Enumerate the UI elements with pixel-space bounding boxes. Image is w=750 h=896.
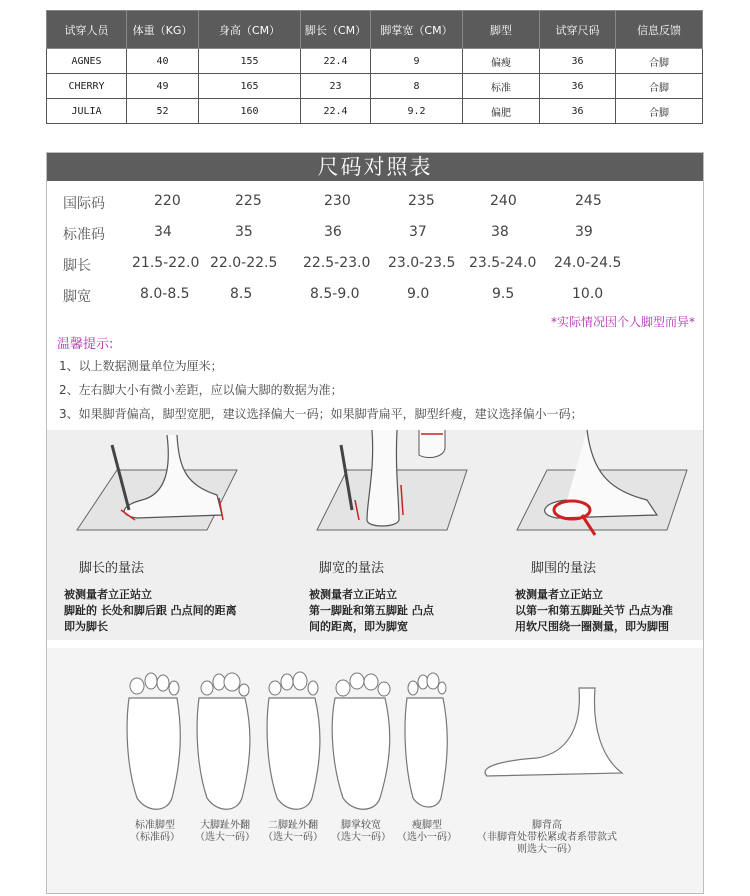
foot-type-name: 脚背高: [532, 820, 562, 831]
foot-type-advice: （标准码）: [130, 832, 180, 843]
foot-type-wide: [323, 820, 399, 844]
cell-foot-width: 8: [371, 74, 463, 99]
foot-type-bunion: [187, 820, 263, 844]
size-value: 37: [409, 224, 427, 240]
size-row-standard: [47, 220, 704, 251]
size-value: 34: [154, 224, 172, 240]
tip-item: 3、如果脚背偏高，脚型宽肥，建议选择偏大一码；如果脚背扁平，脚型纤瘦，建议选择偏小一码；: [59, 407, 583, 421]
size-value: 22.5-23.0: [303, 255, 371, 271]
foot-type-advice: （选小一码）: [397, 832, 457, 843]
desc-line: 被测量者立正站立: [515, 588, 603, 601]
desc-line: 被测量者立正站立: [64, 588, 152, 601]
measure-length-title: 脚长的量法: [79, 561, 145, 576]
cell-feedback: 合脚: [616, 99, 703, 124]
cell-weight: 52: [127, 99, 199, 124]
size-value: 39: [575, 224, 593, 240]
foot-type-section: [47, 648, 704, 894]
size-value: 21.5-22.0: [132, 255, 200, 271]
cell-foot-width: 9: [371, 49, 463, 74]
foot-type-advice: （非脚背处带松紧或者系带款式则选大一码）: [477, 832, 617, 855]
cell-foot-length: 22.4: [301, 99, 371, 124]
desc-line: 脚趾的 长处和脚后跟 凸点间的距离: [64, 604, 237, 617]
size-chart-title: 尺码对照表: [47, 153, 703, 181]
desc-line: 第一脚趾和第五脚趾 凸点: [309, 604, 434, 617]
cell-weight: 49: [127, 74, 199, 99]
measurement-illustration: [47, 430, 704, 550]
cell-foot-length: 22.4: [301, 49, 371, 74]
header-try-size: 试穿尺码: [540, 11, 616, 49]
size-value: 225: [235, 193, 262, 209]
tips-title: 温馨提示:: [57, 337, 114, 352]
header-foot-type: 脚型: [463, 11, 540, 49]
fitting-table: [46, 10, 703, 124]
size-value: 9.0: [407, 286, 430, 302]
cell-weight: 40: [127, 49, 199, 74]
desc-line: 即为脚长: [64, 620, 108, 633]
measurement-section: [47, 430, 704, 640]
size-value: 23.0-23.5: [388, 255, 456, 271]
size-value: 36: [324, 224, 342, 240]
size-value: 22.0-22.5: [210, 255, 278, 271]
foot-type-name: 标准脚型: [135, 820, 175, 831]
foot-type-name: 二脚趾外翻: [268, 820, 318, 831]
cell-feedback: 合脚: [616, 74, 703, 99]
cell-height: 155: [199, 49, 301, 74]
cell-tester: AGNES: [47, 49, 127, 74]
row-label: 脚宽: [63, 289, 91, 305]
header-foot-width: 脚掌宽（CM）: [371, 11, 463, 49]
size-row-international: [47, 189, 704, 220]
foot-type-second-toe: [255, 820, 331, 844]
size-value: 24.0-24.5: [554, 255, 622, 271]
cell-foot-length: 23: [301, 74, 371, 99]
cell-foot-type: 偏瘦: [463, 49, 540, 74]
foot-type-high-instep: [477, 820, 617, 856]
cell-tester: JULIA: [47, 99, 127, 124]
size-row-foot-length: [47, 251, 704, 282]
foot-type-name: 大脚趾外翻: [200, 820, 250, 831]
row-label: 标准码: [63, 227, 105, 243]
cell-try-size: 36: [540, 49, 616, 74]
foot-type-illustration: [47, 648, 704, 818]
cell-height: 160: [199, 99, 301, 124]
foot-type-name: 瘦脚型: [412, 820, 442, 831]
cell-try-size: 36: [540, 74, 616, 99]
foot-type-advice: （选大一码）: [263, 832, 323, 843]
size-value: 235: [408, 193, 435, 209]
cell-tester: CHERRY: [47, 74, 127, 99]
header-feedback: 信息反馈: [616, 11, 703, 49]
cell-foot-type: 偏肥: [463, 99, 540, 124]
size-grid: [47, 189, 704, 313]
size-value: 230: [324, 193, 351, 209]
header-foot-length: 脚长（CM）: [301, 11, 371, 49]
fitting-table-header-row: [47, 11, 703, 49]
cell-try-size: 36: [540, 99, 616, 124]
size-value: 10.0: [572, 286, 604, 302]
foot-type-slim: [389, 820, 465, 844]
size-value: 35: [235, 224, 253, 240]
table-row: [47, 74, 703, 99]
measure-width-desc: [309, 587, 434, 635]
cell-height: 165: [199, 74, 301, 99]
size-value: 220: [154, 193, 181, 209]
size-value: 8.0-8.5: [140, 286, 190, 302]
header-weight: 体重（KG）: [127, 11, 199, 49]
desc-line: 被测量者立正站立: [309, 588, 397, 601]
foot-type-advice: （选大一码）: [195, 832, 255, 843]
cell-foot-type: 标准: [463, 74, 540, 99]
table-row: [47, 49, 703, 74]
size-value: 8.5: [230, 286, 253, 302]
cell-feedback: 合脚: [616, 49, 703, 74]
size-value: 9.5: [492, 286, 515, 302]
measure-width-title: 脚宽的量法: [319, 561, 385, 576]
header-tester: 试穿人员: [47, 11, 127, 49]
header-height: 身高（CM）: [199, 11, 301, 49]
desc-line: 间的距离，即为脚宽: [309, 620, 408, 633]
tip-item: 2、左右脚大小有微小差距，应以偏大脚的数据为准；: [59, 383, 343, 397]
measure-girth-desc: [515, 587, 673, 635]
desc-line: 用软尺围绕一圈测量，即为脚围: [515, 620, 669, 633]
size-value: 38: [491, 224, 509, 240]
measure-girth-title: 脚围的量法: [531, 561, 597, 576]
size-note: *实际情况因个人脚型而异*: [550, 315, 695, 329]
tip-item: 1、以上数据测量单位为厘米；: [59, 359, 223, 373]
size-row-foot-width: [47, 282, 704, 313]
foot-type-name: 脚掌较宽: [341, 820, 381, 831]
desc-line: 以第一和第五脚趾关节 凸点为准: [515, 604, 673, 617]
row-label: 国际码: [63, 196, 105, 212]
foot-type-advice: （选大一码）: [331, 832, 391, 843]
foot-type-standard: [117, 820, 193, 844]
measure-length-desc: [64, 587, 237, 635]
size-chart-panel: [46, 152, 704, 894]
size-value: 8.5-9.0: [310, 286, 360, 302]
size-value: 240: [490, 193, 517, 209]
size-value: 23.5-24.0: [469, 255, 537, 271]
row-label: 脚长: [63, 258, 91, 274]
table-row: [47, 99, 703, 124]
cell-foot-width: 9.2: [371, 99, 463, 124]
size-value: 245: [575, 193, 602, 209]
